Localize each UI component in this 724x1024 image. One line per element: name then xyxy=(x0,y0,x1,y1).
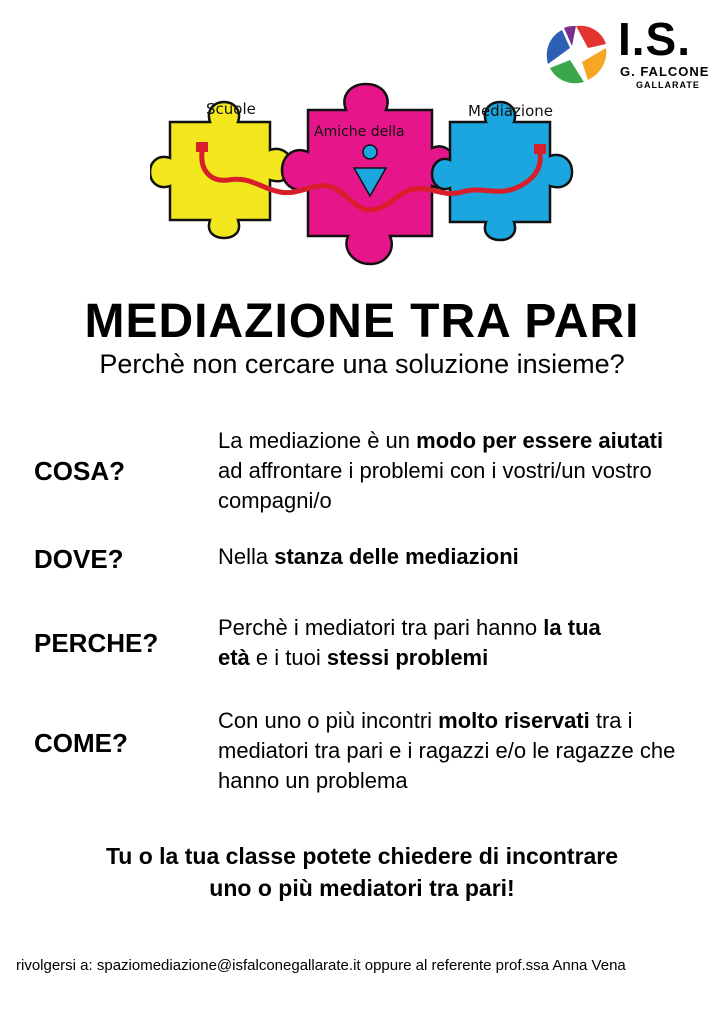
puzzle-label-right: Mediazione xyxy=(468,102,554,120)
answer-text-segment: molto riservati xyxy=(438,708,590,733)
cord-plug-right xyxy=(534,144,546,154)
answer-perche xyxy=(218,613,638,673)
answer-text-segment: e i tuoi xyxy=(249,645,327,670)
logo-text: I.S. xyxy=(618,13,692,65)
school-logo-icon xyxy=(540,18,612,88)
question-dove: DOVE? xyxy=(34,544,124,574)
question-come: COME? xyxy=(34,728,128,758)
answer-text-segment: modo per essere aiutati xyxy=(416,428,664,453)
answer-text-segment: Perchè i mediatori tra pari hanno xyxy=(218,615,544,640)
contact-footer: rivolgersi a: spaziomediazione@isfalconegallarate.it oppure al referente prof.ssa Anna Vena xyxy=(16,957,626,974)
answer-text-segment: stanza delle mediazioni xyxy=(274,544,519,569)
answer-text-segment: stessi problemi xyxy=(326,645,489,670)
person-head-icon xyxy=(363,145,377,159)
puzzle-label-left: Scuole xyxy=(206,100,256,118)
puzzle-piece-blue xyxy=(432,102,572,240)
puzzle-piece-yellow xyxy=(150,102,292,238)
answer-text-segment: ad affrontare i problemi con i vostri/un vostro compagni/o xyxy=(218,458,652,513)
answer-come xyxy=(218,706,688,796)
call-to-action xyxy=(0,840,724,904)
cta-line-2: uno o più mediatori tra pari! xyxy=(209,875,515,901)
puzzle-illustration xyxy=(150,80,590,280)
answer-cosa xyxy=(218,426,688,516)
answer-text-segment: la tua età xyxy=(218,615,601,670)
question-cosa: COSA? xyxy=(34,456,125,486)
answer-text-segment: Con uno o più incontri xyxy=(218,708,439,733)
page-subtitle: Perchè non cercare una soluzione insieme? xyxy=(99,349,625,379)
logo-school-name: G. FALCONE xyxy=(620,64,710,79)
answer-dove xyxy=(218,542,688,572)
answer-text-segment: tra i mediatori tra pari e i ragazzi e/o le ragazze che hanno un problema xyxy=(218,708,676,793)
cord-plug-left xyxy=(196,142,208,152)
puzzle-label-center: Amiche della xyxy=(314,124,405,140)
cta-line-1: Tu o la tua classe potete chiedere di incontrare xyxy=(105,843,619,869)
logo-city: GALLARATE xyxy=(636,80,700,90)
question-perche: PERCHE? xyxy=(34,628,159,658)
page-title: MEDIAZIONE TRA PARI xyxy=(84,295,640,348)
answer-text-segment: La mediazione è un xyxy=(218,428,417,453)
answer-text-segment: Nella xyxy=(218,544,275,569)
